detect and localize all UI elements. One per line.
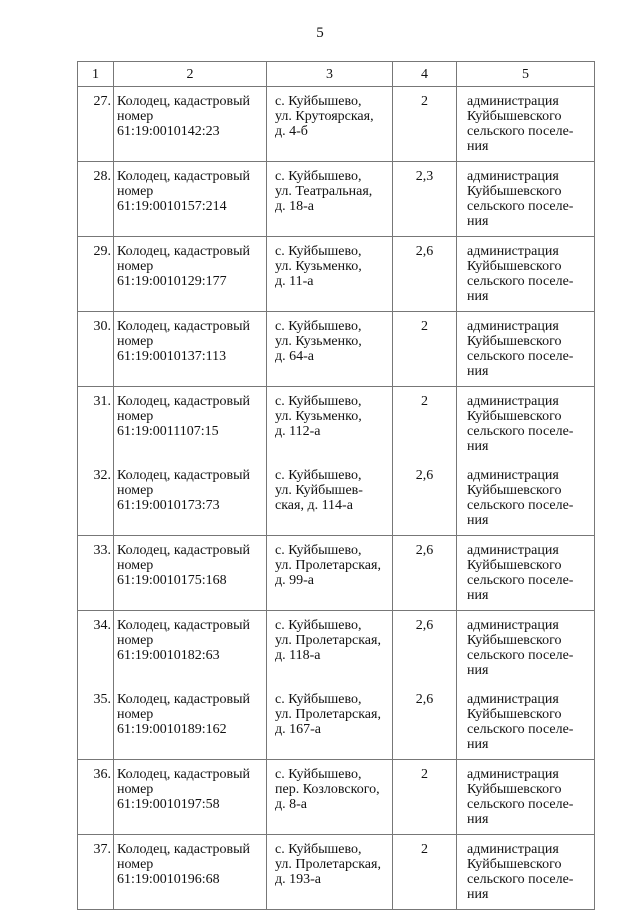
- owner-line: администрация: [467, 842, 559, 857]
- table-body: [78, 87, 595, 910]
- address-cell: [267, 536, 393, 611]
- quantity-cell: 2: [393, 760, 457, 835]
- owner-line: администрация: [467, 94, 559, 109]
- row-number-cell: 28.: [78, 162, 114, 237]
- address-line: д. 11-а: [275, 274, 314, 289]
- column-number-header-1: 1: [78, 62, 114, 87]
- address-cell: [267, 611, 393, 686]
- column-number-header-2: 2: [114, 62, 267, 87]
- page-number: 5: [316, 25, 324, 41]
- object-description-line: номер: [117, 184, 154, 199]
- owner-line: ния: [467, 812, 489, 827]
- column-number-header-5: 5: [457, 62, 595, 87]
- address-cell: [267, 162, 393, 237]
- owner-cell: [457, 536, 595, 611]
- object-description-line: номер: [117, 782, 154, 797]
- address-line: д. 18-а: [275, 199, 314, 214]
- wells-registry-table: [77, 61, 595, 910]
- quantity-cell: 2: [393, 312, 457, 387]
- owner-line: сельского поселе-: [467, 199, 574, 214]
- owner-line: ния: [467, 139, 489, 154]
- address-line: с. Куйбышево,: [275, 244, 362, 259]
- address-line: с. Куйбышево,: [275, 394, 362, 409]
- object-description-line: 61:19:0010173:73: [117, 498, 220, 513]
- owner-cell: [457, 312, 595, 387]
- object-description-line: 61:19:0010157:214: [117, 199, 227, 214]
- table-row: [78, 312, 595, 387]
- address-line: ул. Кузьменко,: [275, 334, 362, 349]
- object-description-line: 61:19:0010189:162: [117, 722, 227, 737]
- owner-line: администрация: [467, 767, 559, 782]
- table-row: [78, 387, 595, 462]
- address-line: с. Куйбышево,: [275, 618, 362, 633]
- row-number-cell: 32.: [78, 461, 114, 536]
- quantity-cell: 2,6: [393, 237, 457, 312]
- owner-line: администрация: [467, 543, 559, 558]
- row-number-cell: 29.: [78, 237, 114, 312]
- object-description-line: номер: [117, 409, 154, 424]
- quantity-cell: 2,6: [393, 685, 457, 760]
- object-description-cell: [114, 611, 267, 686]
- table-row: [78, 835, 595, 910]
- owner-line: администрация: [467, 169, 559, 184]
- address-line: ул. Кузьменко,: [275, 409, 362, 424]
- address-line: ул. Кузьменко,: [275, 259, 362, 274]
- address-line: с. Куйбышево,: [275, 543, 362, 558]
- table-row: [78, 87, 595, 162]
- object-description-line: Колодец, кадастровый: [117, 543, 251, 558]
- owner-line: ния: [467, 439, 489, 454]
- address-cell: [267, 87, 393, 162]
- address-line: с. Куйбышево,: [275, 319, 362, 334]
- owner-line: ния: [467, 588, 489, 603]
- address-line: с. Куйбышево,: [275, 767, 362, 782]
- table-row: [78, 611, 595, 686]
- object-description-line: номер: [117, 334, 154, 349]
- address-line: с. Куйбышево,: [275, 169, 362, 184]
- owner-cell: [457, 760, 595, 835]
- owner-cell: [457, 387, 595, 462]
- owner-line: ния: [467, 364, 489, 379]
- object-description-line: номер: [117, 558, 154, 573]
- object-description-line: 61:19:0010129:177: [117, 274, 227, 289]
- owner-line: Куйбышевского: [467, 109, 562, 124]
- address-line: д. 64-а: [275, 349, 314, 364]
- object-description-line: Колодец, кадастровый: [117, 618, 251, 633]
- object-description-cell: [114, 685, 267, 760]
- owner-cell: [457, 237, 595, 312]
- object-description-line: Колодец, кадастровый: [117, 169, 251, 184]
- owner-cell: [457, 685, 595, 760]
- quantity-cell: 2,6: [393, 461, 457, 536]
- owner-line: сельского поселе-: [467, 797, 574, 812]
- owner-line: Куйбышевского: [467, 483, 562, 498]
- owner-line: Куйбышевского: [467, 857, 562, 872]
- address-line: д. 99-а: [275, 573, 314, 588]
- object-description-line: 61:19:0010142:23: [117, 124, 220, 139]
- owner-cell: [457, 461, 595, 536]
- row-number-cell: 35.: [78, 685, 114, 760]
- object-description-line: Колодец, кадастровый: [117, 244, 251, 259]
- owner-line: Куйбышевского: [467, 707, 562, 722]
- address-line: с. Куйбышево,: [275, 692, 362, 707]
- address-cell: [267, 760, 393, 835]
- address-line: ул. Пролетарская,: [275, 633, 381, 648]
- owner-line: сельского поселе-: [467, 722, 574, 737]
- object-description-line: 61:19:0010197:58: [117, 797, 220, 812]
- table-row: [78, 536, 595, 611]
- table-header-row: [78, 62, 595, 87]
- object-description-cell: [114, 835, 267, 910]
- row-number-cell: 30.: [78, 312, 114, 387]
- object-description-cell: [114, 162, 267, 237]
- owner-line: Куйбышевского: [467, 558, 562, 573]
- owner-line: администрация: [467, 468, 559, 483]
- address-line: ул. Театральная,: [275, 184, 373, 199]
- object-description-cell: [114, 87, 267, 162]
- address-line: с. Куйбышево,: [275, 468, 362, 483]
- address-line: д. 4-б: [275, 124, 308, 139]
- address-cell: [267, 835, 393, 910]
- address-line: д. 193-а: [275, 872, 321, 887]
- address-line: ул. Крутоярская,: [275, 109, 374, 124]
- owner-line: администрация: [467, 692, 559, 707]
- object-description-cell: [114, 461, 267, 536]
- owner-cell: [457, 87, 595, 162]
- object-description-line: Колодец, кадастровый: [117, 842, 251, 857]
- object-description-line: Колодец, кадастровый: [117, 468, 251, 483]
- address-cell: [267, 685, 393, 760]
- address-line: д. 118-а: [275, 648, 321, 663]
- address-line: ул. Пролетарская,: [275, 857, 381, 872]
- owner-line: Куйбышевского: [467, 633, 562, 648]
- column-number-header-4: 4: [393, 62, 457, 87]
- address-line: ская, д. 114-а: [275, 498, 353, 513]
- object-description-line: Колодец, кадастровый: [117, 94, 251, 109]
- object-description-line: номер: [117, 707, 154, 722]
- owner-line: сельского поселе-: [467, 498, 574, 513]
- quantity-cell: 2: [393, 387, 457, 462]
- row-number-cell: 27.: [78, 87, 114, 162]
- owner-line: сельского поселе-: [467, 872, 574, 887]
- object-description-line: Колодец, кадастровый: [117, 692, 251, 707]
- owner-line: ния: [467, 214, 489, 229]
- object-description-line: номер: [117, 109, 154, 124]
- owner-line: администрация: [467, 618, 559, 633]
- quantity-cell: 2,6: [393, 611, 457, 686]
- table-row: [78, 461, 595, 536]
- owner-cell: [457, 835, 595, 910]
- owner-line: сельского поселе-: [467, 573, 574, 588]
- address-line: д. 112-а: [275, 424, 321, 439]
- object-description-line: 61:19:0010175:168: [117, 573, 227, 588]
- object-description-line: Колодец, кадастровый: [117, 394, 251, 409]
- address-line: ул. Пролетарская,: [275, 707, 381, 722]
- object-description-cell: [114, 760, 267, 835]
- object-description-line: номер: [117, 483, 154, 498]
- object-description-line: 61:19:0010182:63: [117, 648, 220, 663]
- owner-line: ния: [467, 289, 489, 304]
- quantity-cell: 2,6: [393, 536, 457, 611]
- table-row: [78, 162, 595, 237]
- address-cell: [267, 461, 393, 536]
- address-line: д. 8-а: [275, 797, 307, 812]
- owner-line: ния: [467, 663, 489, 678]
- owner-line: Куйбышевского: [467, 409, 562, 424]
- object-description-line: Колодец, кадастровый: [117, 767, 251, 782]
- owner-line: Куйбышевского: [467, 782, 562, 797]
- object-description-line: номер: [117, 857, 154, 872]
- row-number-cell: 37.: [78, 835, 114, 910]
- row-number-cell: 31.: [78, 387, 114, 462]
- object-description-line: 61:19:0011107:15: [117, 424, 219, 439]
- object-description-cell: [114, 312, 267, 387]
- quantity-cell: 2,3: [393, 162, 457, 237]
- table-row: [78, 760, 595, 835]
- address-line: д. 167-а: [275, 722, 321, 737]
- address-line: ул. Куйбышев-: [275, 483, 363, 498]
- address-cell: [267, 312, 393, 387]
- object-description-line: Колодец, кадастровый: [117, 319, 251, 334]
- owner-line: сельского поселе-: [467, 648, 574, 663]
- quantity-cell: 2: [393, 835, 457, 910]
- owner-line: администрация: [467, 394, 559, 409]
- object-description-line: номер: [117, 259, 154, 274]
- owner-line: ния: [467, 513, 489, 528]
- owner-line: ния: [467, 737, 489, 752]
- quantity-cell: 2: [393, 87, 457, 162]
- column-number-header-3: 3: [267, 62, 393, 87]
- object-description-line: 61:19:0010137:113: [117, 349, 227, 364]
- owner-line: сельского поселе-: [467, 424, 574, 439]
- owner-cell: [457, 611, 595, 686]
- address-line: ул. Пролетарская,: [275, 558, 381, 573]
- owner-line: сельского поселе-: [467, 274, 574, 289]
- address-line: пер. Козловского,: [275, 782, 380, 797]
- row-number-cell: 34.: [78, 611, 114, 686]
- row-number-cell: 33.: [78, 536, 114, 611]
- table-row: [78, 237, 595, 312]
- owner-line: Куйбышевского: [467, 259, 562, 274]
- owner-line: администрация: [467, 319, 559, 334]
- owner-line: администрация: [467, 244, 559, 259]
- address-cell: [267, 237, 393, 312]
- address-cell: [267, 387, 393, 462]
- owner-line: Куйбышевского: [467, 334, 562, 349]
- table-row: [78, 685, 595, 760]
- address-line: с. Куйбышево,: [275, 842, 362, 857]
- owner-line: ния: [467, 887, 489, 902]
- object-description-cell: [114, 237, 267, 312]
- row-number-cell: 36.: [78, 760, 114, 835]
- owner-line: Куйбышевского: [467, 184, 562, 199]
- object-description-cell: [114, 387, 267, 462]
- owner-cell: [457, 162, 595, 237]
- address-line: с. Куйбышево,: [275, 94, 362, 109]
- owner-line: сельского поселе-: [467, 124, 574, 139]
- object-description-line: номер: [117, 633, 154, 648]
- owner-line: сельского поселе-: [467, 349, 574, 364]
- object-description-cell: [114, 536, 267, 611]
- object-description-line: 61:19:0010196:68: [117, 872, 220, 887]
